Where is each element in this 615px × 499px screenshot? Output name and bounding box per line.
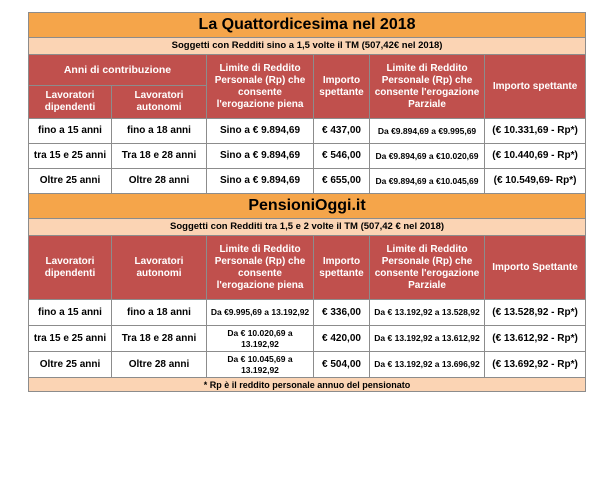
cell-dipendenti: Oltre 25 anni <box>29 352 112 378</box>
cell-dipendenti: fino a 15 anni <box>29 119 112 144</box>
cell-limite: Sino a € 9.894,69 <box>207 119 314 144</box>
quattordicesima-table <box>28 12 586 392</box>
header-lavoratori-dipendenti: Lavoratori dipendenti <box>29 86 112 119</box>
cell-limite: Sino a € 9.894,69 <box>207 144 314 169</box>
cell-spettante: (€ 10.549,69- Rp*) <box>485 169 586 194</box>
table-row <box>29 326 586 352</box>
header-importo-spettante: Importo spettante <box>485 55 586 119</box>
table-row <box>29 144 586 169</box>
cell-parziale: Da €9.894,69 a €9.995,69 <box>370 119 485 144</box>
table-row <box>29 300 586 326</box>
cell-spettante: (€ 10.440,69 - Rp*) <box>485 144 586 169</box>
cell-spettante: (€ 13.528,92 - Rp*) <box>485 300 586 326</box>
cell-dipendenti: tra 15 e 25 anni <box>29 326 112 352</box>
cell-importo: € 504,00 <box>314 352 370 378</box>
cell-spettante: (€ 10.331,69 - Rp*) <box>485 119 586 144</box>
cell-importo: € 437,00 <box>314 119 370 144</box>
header-importo: Importo spettante <box>314 55 370 119</box>
cell-importo: € 336,00 <box>314 300 370 326</box>
header-lavoratori-autonomi: Lavoratori autonomi <box>112 236 207 300</box>
cell-dipendenti: Oltre 25 anni <box>29 169 112 194</box>
cell-importo: € 420,00 <box>314 326 370 352</box>
table-row <box>29 169 586 194</box>
cell-parziale: Da €9.894,69 a €10.020,69 <box>370 144 485 169</box>
cell-dipendenti: tra 15 e 25 anni <box>29 144 112 169</box>
header-limite-parziale: Limite di Reddito Personale (Rp) che consente l'erogazione Parziale <box>370 236 485 300</box>
cell-autonomi: Tra 18 e 28 anni <box>112 144 207 169</box>
section2-subtitle: Soggetti con Redditi tra 1,5 e 2 volte il TM (507,42 € nel 2018) <box>29 219 586 236</box>
cell-parziale: Da € 13.192,92 a 13.696,92 <box>370 352 485 378</box>
cell-dipendenti: fino a 15 anni <box>29 300 112 326</box>
section1-subtitle: Soggetti con Redditi sino a 1,5 volte il TM (507,42€ nel 2018) <box>29 38 586 55</box>
cell-limite: Da € 10.045,69 a 13.192,92 <box>207 352 314 378</box>
cell-autonomi: Tra 18 e 28 anni <box>112 326 207 352</box>
cell-autonomi: Oltre 28 anni <box>112 169 207 194</box>
header-importo: Importo spettante <box>314 236 370 300</box>
cell-parziale: Da € 13.192,92 a 13.528,92 <box>370 300 485 326</box>
cell-parziale: Da € 13.192,92 a 13.612,92 <box>370 326 485 352</box>
cell-limite: Da € 10.020,69 a 13.192,92 <box>207 326 314 352</box>
header-anni-contribuzione: Anni di contribuzione <box>29 55 207 86</box>
cell-autonomi: Oltre 28 anni <box>112 352 207 378</box>
cell-spettante: (€ 13.612,92 - Rp*) <box>485 326 586 352</box>
cell-importo: € 546,00 <box>314 144 370 169</box>
cell-parziale: Da €9.894,69 a €10.045,69 <box>370 169 485 194</box>
footnote: * Rp è il reddito personale annuo del pensionato <box>29 378 586 392</box>
cell-autonomi: fino a 18 anni <box>112 300 207 326</box>
header-lavoratori-dipendenti: Lavoratori dipendenti <box>29 236 112 300</box>
cell-importo: € 655,00 <box>314 169 370 194</box>
header-importo-spettante: Importo Spettante <box>485 236 586 300</box>
brand-title: PensioniOggi.it <box>29 194 586 219</box>
table-row <box>29 119 586 144</box>
page-title: La Quattordicesima nel 2018 <box>29 13 586 38</box>
cell-autonomi: fino a 18 anni <box>112 119 207 144</box>
header-limite-parziale: Limite di Reddito Personale (Rp) che consente l'erogazione Parziale <box>370 55 485 119</box>
header-limite-piena: Limite di Reddito Personale (Rp) che consente l'erogazione piena <box>207 55 314 119</box>
table-row <box>29 352 586 378</box>
header-limite-piena: Limite di Reddito Personale (Rp) che consente l'erogazione piena <box>207 236 314 300</box>
cell-spettante: (€ 13.692,92 - Rp*) <box>485 352 586 378</box>
pension-table-container <box>28 12 585 392</box>
header-lavoratori-autonomi: Lavoratori autonomi <box>112 86 207 119</box>
cell-limite: Da €9.995,69 a 13.192,92 <box>207 300 314 326</box>
cell-limite: Sino a € 9.894,69 <box>207 169 314 194</box>
